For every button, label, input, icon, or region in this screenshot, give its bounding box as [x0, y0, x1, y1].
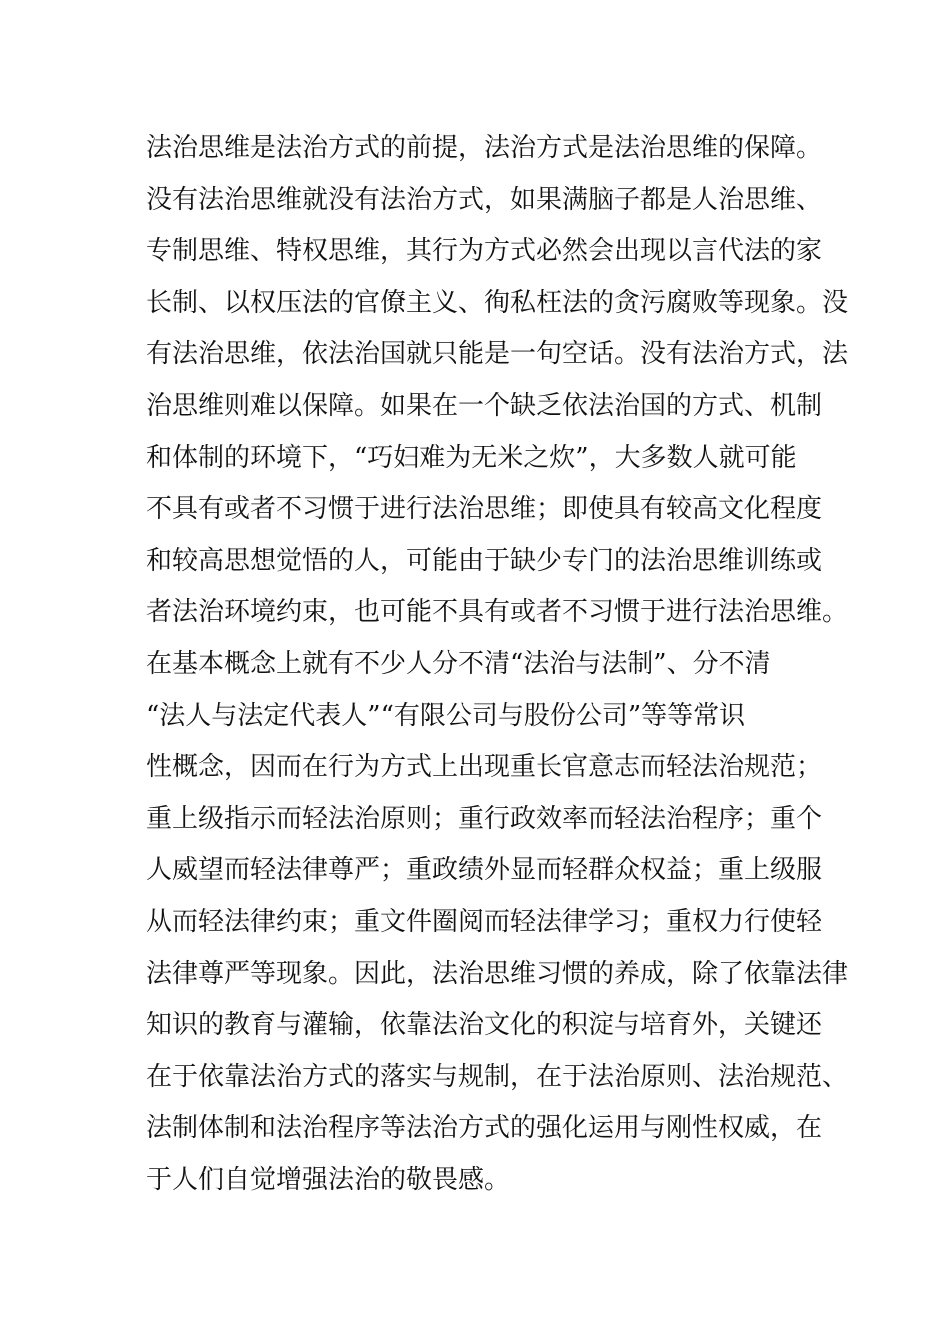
text-line: 法制体制和法治程序等法治方式的强化运用与刚性权威，在: [146, 1113, 823, 1144]
text-line: 人威望而轻法律尊严；重政绩外显而轻群众权益；重上级服: [146, 855, 823, 886]
text-line: 专制思维、特权思维，其行为方式必然会出现以言代法的家: [146, 236, 823, 267]
body-paragraph: [146, 128, 849, 1211]
text-line: 治思维则难以保障。如果在一个缺乏依法治国的方式、机制: [146, 390, 823, 421]
text-line: 于人们自觉增强法治的敬畏感。: [146, 1164, 511, 1195]
text-line: “法人与法定代表人”“有限公司与股份公司”等等常识: [146, 700, 746, 731]
text-line: 在于依靠法治方式的落实与规制，在于法治原则、法治规范、: [146, 1061, 849, 1092]
text-line: 知识的教育与灌输，依靠法治文化的积淀与培育外，关键还: [146, 1010, 823, 1041]
text-line: 不具有或者不习惯于进行法治思维；即使具有较高文化程度: [146, 494, 823, 525]
text-line: 在基本概念上就有不少人分不清“法治与法制”、分不清: [146, 648, 771, 679]
text-line: 法律尊严等现象。因此，法治思维习惯的养成，除了依靠法律: [146, 958, 849, 989]
text-line: 没有法治思维就没有法治方式，如果满脑子都是人治思维、: [146, 184, 823, 215]
text-line: 重上级指示而轻法治原则；重行政效率而轻法治程序；重个: [146, 803, 823, 834]
text-line: 性概念，因而在行为方式上出现重长官意志而轻法治规范；: [146, 752, 823, 783]
text-line: 法治思维是法治方式的前提，法治方式是法治思维的保障。: [146, 133, 823, 163]
text-line: 长制、以权压法的官僚主义、徇私枉法的贪污腐败等现象。没: [146, 287, 849, 318]
text-line: 和较高思想觉悟的人，可能由于缺少专门的法治思维训练或: [146, 545, 823, 576]
text-line: 者法治环境约束，也可能不具有或者不习惯于进行法治思维。: [146, 597, 849, 628]
text-line: 和体制的环境下，“巧妇难为无米之炊”，大多数人就可能: [146, 442, 797, 473]
text-line: 从而轻法律约束；重文件圈阅而轻法律学习；重权力行使轻: [146, 906, 823, 937]
text-line: 有法治思维，依法治国就只能是一句空话。没有法治方式，法: [146, 339, 849, 370]
